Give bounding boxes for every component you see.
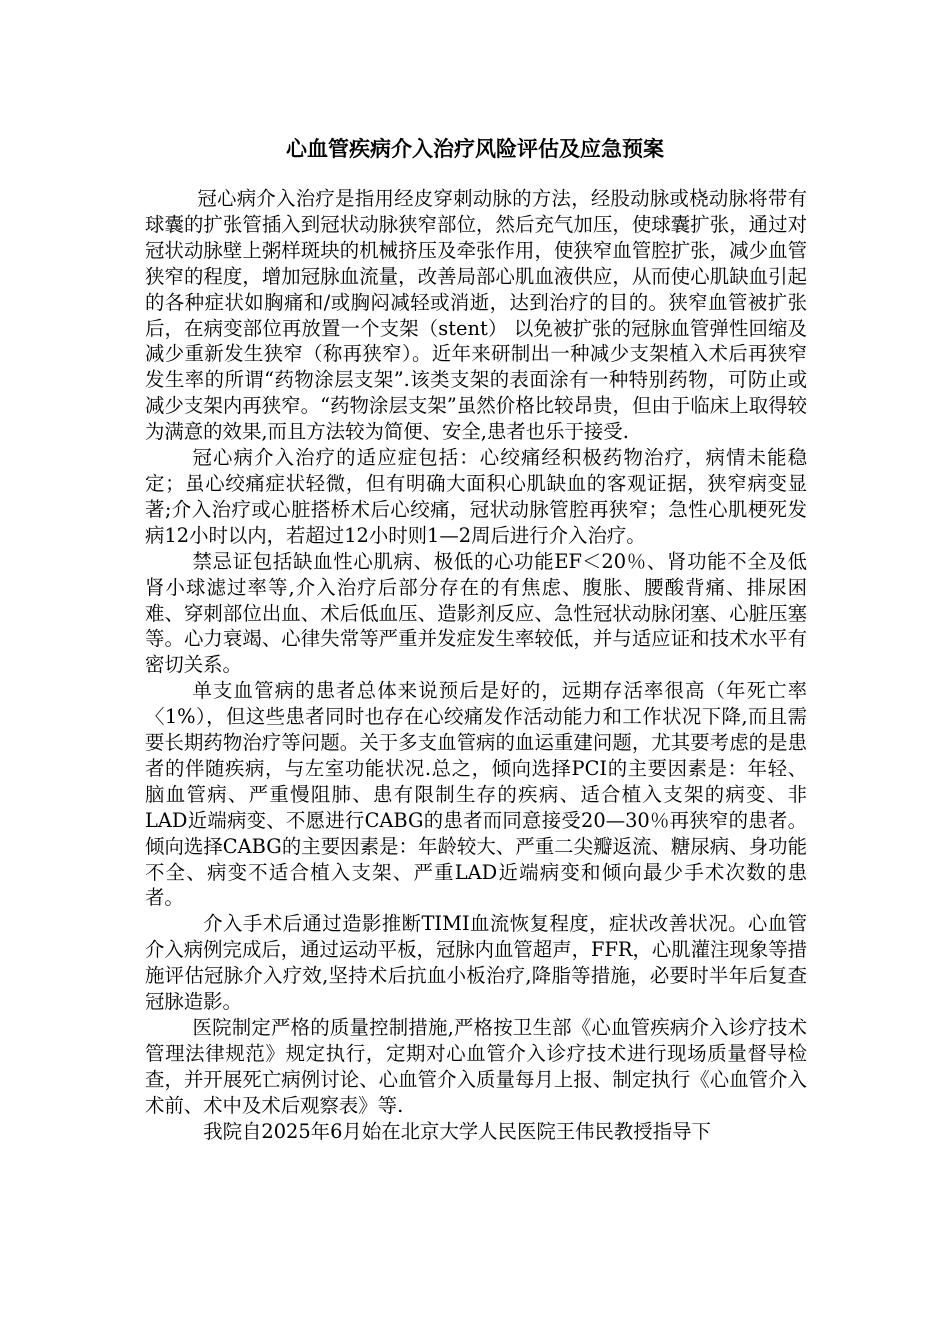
paragraph-indications: 冠心病介入治疗的适应症包括：心绞痛经积极药物治疗，病情未能稳定；虽心绞痛症状轻微，但有明确大面积心肌缺血的客观证据，狭窄病变显著;介入治疗或心脏搭桥术后心绞痛，冠状动脉管腔再狭窄；急性心肌梗死发病12小时以内，若超过12小时则1—2周后进行介入治疗。: [145, 446, 807, 547]
paragraph-hospital-history: 我院自2025年6月始在北京大学人民医院王伟民教授指导下: [203, 1119, 711, 1143]
paragraph-postop-evaluation: 介入手术后通过造影推断TIMI血流恢复程度，症状改善状况。心血管介入病例完成后，通过运动平板，冠脉内血管超声，FFR，心肌灌注现象等措施评估冠脉介入疗效,坚持术后抗血小板治疗,降脂等措施，必要时半年后复查冠脉造影。: [145, 912, 808, 1014]
paragraph-intro: 冠心病介入治疗是指用经皮穿刺动脉的方法，经股动脉或桡动脉将带有球囊的扩张管插入到冠状动脉狭窄部位，然后充气加压，使球囊扩张，通过对冠状动脉壁上粥样斑块的机械挤压及牵张作用，使狭窄血管腔扩张，减少血管狭窄的程度，增加冠脉血流量，改善局部心肌血液供应，从而使心肌缺血引起的各种症状如胸痛和/或胸闷减轻或消逝，达到治疗的目的。狭窄血管被扩张后，在病变部位再放置一个支架（stent） 以免被扩张的冠脉血管弹性回缩及减少重新发生狭窄（称再狭窄）。近年来研制出一种减少支架植入术后再狭窄发生率的所谓“药物涂层支架”.该类支架的表面涂有一种特别药物，可防止或减少支架内再狭窄。“药物涂层支架”虽然价格比较昂贵，但由于临床上取得较为满意的效果,而且方法较为简便、安全,患者也乐于接受.: [145, 187, 807, 444]
paragraph-prognosis: 单支血管病的患者总体来说预后是好的，远期存活率很高（年死亡率〈1%），但这些患者同时也存在心绞痛发作活动能力和工作状况下降,而且需要长期药物治疗等问题。关于多支血管病的血运重建问题，尤其要考虑的是患者的伴随疾病，与左室功能状况.总之，倾向选择PCI的主要因素是：年轻、脑血管病、严重慢阻肺、患有限制生存的疾病、适合植入支架的病变、非LAD近端病变、不愿进行CABG的患者而同意接受20—30％再狭窄的患者。倾向选择CABG的主要因素是：年龄较大、严重二尖瓣返流、糖尿病、身功能不全、病变不适合植入支架、严重LAD近端病变和倾向最少手术次数的患者。: [145, 679, 807, 910]
document-title: 心血管疾病介入治疗风险评估及应急预案: [286, 137, 664, 161]
document-body: [145, 186, 807, 1145]
paragraph-quality-control: 医院制定严格的质量控制措施,严格按卫生部《心血管疾病介入诊疗技术管理法律规范》规定执行，定期对心血管介入诊疗技术进行现场质量督导检查，并开展死亡病例讨论、心血管介入质量每月上报、制定执行《心血管介入术前、术中及术后观察表》等.: [145, 1016, 807, 1117]
paragraph-contraindications: 禁忌证包括缺血性心肌病、极低的心功能EF＜20％、肾功能不全及低肾小球滤过率等,介入治疗后部分存在的有焦虑、腹胀、腰酸背痛、排尿困难、穿刺部位出血、术后低血压、造影剂反应、急性冠状动脉闭塞、心脏压塞等。心力衰竭、心律失常等严重并发症发生率较低，并与适应证和技术水平有密切关系。: [145, 549, 807, 677]
